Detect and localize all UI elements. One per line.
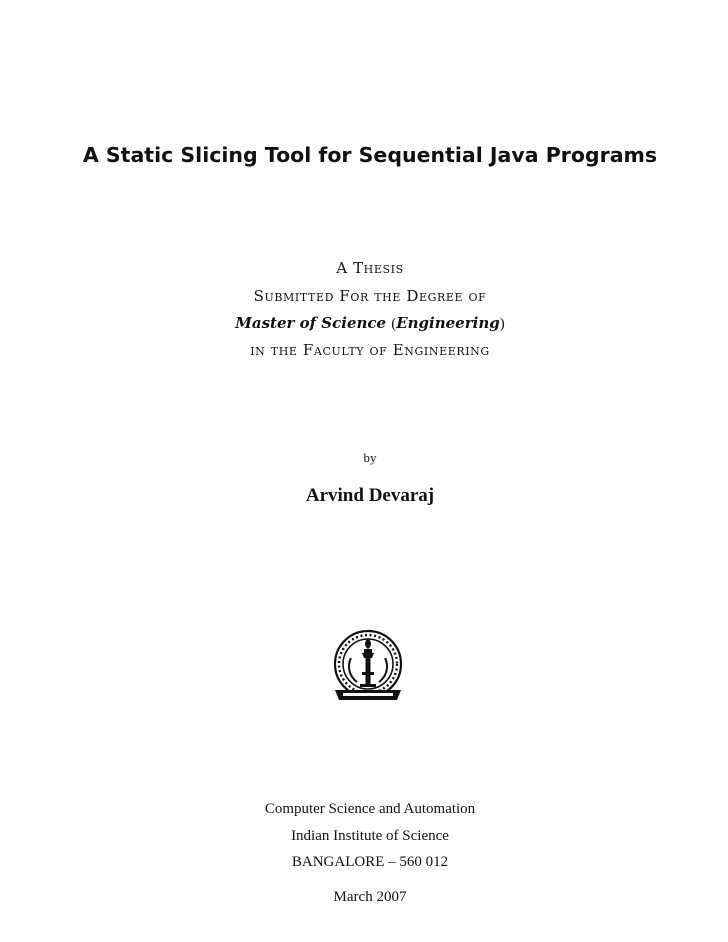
degree-name: Master of Science bbox=[235, 314, 387, 332]
faculty-line: in the Faculty of Engineering bbox=[250, 341, 490, 359]
by-label: by bbox=[363, 450, 377, 465]
city-line: BANGALORE – 560 012 bbox=[291, 854, 449, 870]
degree-paren-open: ( bbox=[391, 316, 397, 332]
thesis-label: A Thesis bbox=[336, 259, 404, 277]
institute-line: Indian Institute of Science bbox=[291, 828, 449, 844]
degree-field: Engineering bbox=[396, 314, 500, 332]
author-name: Arvind Devaraj bbox=[305, 485, 435, 506]
submitted-for-line: Submitted For the Degree of bbox=[253, 287, 487, 305]
submission-date: March 2007 bbox=[333, 889, 407, 905]
degree-paren-close: ) bbox=[499, 316, 505, 332]
department-line: Computer Science and Automation bbox=[264, 801, 476, 817]
thesis-title: A Static Slicing Tool for Sequential Java Programs bbox=[82, 143, 658, 167]
institute-emblem-icon bbox=[329, 628, 407, 706]
degree-line bbox=[0, 313, 728, 333]
